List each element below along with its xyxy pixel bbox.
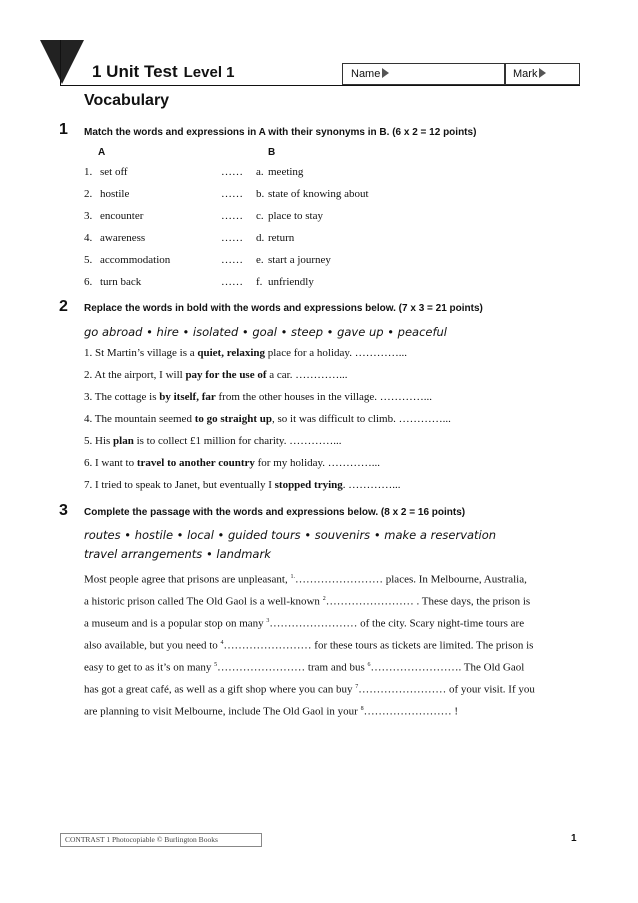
level-label: Level 1 xyxy=(183,64,235,81)
section-2-instruction: Replace the words in bold with the words and expressions below. (7 x 3 = 21 points) xyxy=(84,303,483,314)
sentence-row xyxy=(84,413,451,425)
option-text: start a journey xyxy=(268,254,331,266)
gap-number: 4 xyxy=(220,639,224,646)
passage-text: places. In Melbourne, Australia, xyxy=(383,573,527,586)
section-1-instruction: Match the words and expressions in A with their synonyms in B. (6 x 2 = 12 points) xyxy=(84,127,477,138)
gap-number: 3 xyxy=(266,617,270,624)
header-divider xyxy=(60,85,580,86)
sentence-text: is to collect £1 million for charity. …………... xyxy=(133,435,342,447)
answer-gap[interactable]: …… xyxy=(221,276,243,288)
passage-text: ! xyxy=(451,705,458,718)
sentence-row xyxy=(84,457,380,469)
option-letter: d. xyxy=(256,232,265,244)
sentence-text: from the other houses in the village. …………... xyxy=(215,391,433,403)
option-text: state of knowing about xyxy=(268,188,369,200)
gap-number: 5 xyxy=(214,661,218,668)
sentence-row xyxy=(84,391,432,403)
gap-number: 8 xyxy=(360,705,364,712)
answer-gap[interactable]: …………………… xyxy=(223,639,312,652)
answer-gap[interactable]: …… xyxy=(221,210,243,222)
mark-field[interactable] xyxy=(504,63,580,85)
passage-text: . The Old Gaol xyxy=(458,661,525,674)
item-word: hostile xyxy=(100,188,130,200)
item-word: accommodation xyxy=(100,254,171,266)
answer-gap[interactable]: …… xyxy=(221,254,243,266)
bold-phrase: plan xyxy=(113,435,134,447)
passage-text: also available, but you need to xyxy=(84,639,221,652)
gap-number: 7 xyxy=(355,683,359,690)
item-number: 1. xyxy=(84,166,93,178)
arrow-right-icon xyxy=(382,68,389,78)
header-divider-vertical xyxy=(60,40,61,85)
mark-label: Mark xyxy=(513,68,538,80)
arrow-right-icon xyxy=(539,68,546,78)
passage-text: a historic prison called The Old Gaol is a well-known xyxy=(84,595,323,608)
section-2-number: 2 xyxy=(59,298,68,315)
passage-text: Most people agree that prisons are unpleasant, xyxy=(84,573,291,586)
sentence-text: 2. At the airport, I will xyxy=(84,369,186,381)
word-bank-3-line-1: routes • hostile • local • guided tours • souvenirs • make a reservation xyxy=(84,528,497,542)
section-1-number: 1 xyxy=(59,121,68,138)
passage-line xyxy=(84,634,584,656)
item-word: set off xyxy=(100,166,128,178)
sentence-text: 5. His xyxy=(84,435,114,447)
sentence-text: for my holiday. …………... xyxy=(254,457,381,469)
option-letter: f. xyxy=(256,276,263,288)
corner-triangle-icon xyxy=(40,40,84,84)
answer-gap[interactable]: …… xyxy=(221,232,243,244)
passage-text: are planning to visit Melbourne, include The Old Gaol in your xyxy=(84,705,361,718)
sentence-row xyxy=(84,435,341,447)
unit-title xyxy=(92,62,235,82)
name-field[interactable] xyxy=(342,63,506,85)
option-text: place to stay xyxy=(268,210,323,222)
passage-text: for these tours as tickets are limited. The prison is xyxy=(311,639,534,652)
sentence-text: 1. St Martin’s village is a xyxy=(84,347,198,359)
sentence-text: 4. The mountain seemed xyxy=(84,413,195,425)
answer-gap[interactable]: …………………… xyxy=(363,705,452,718)
passage xyxy=(84,568,584,722)
option-text: meeting xyxy=(268,166,304,178)
section-3-instruction: Complete the passage with the words and expressions below. (8 x 2 = 16 points) xyxy=(84,507,466,518)
section-3-number: 3 xyxy=(59,502,68,519)
answer-gap[interactable]: …… xyxy=(221,188,243,200)
option-text: unfriendly xyxy=(268,276,314,288)
sentence-text: . …………... xyxy=(342,479,401,491)
name-label: Name xyxy=(351,68,381,80)
answer-gap[interactable]: …… xyxy=(221,166,243,178)
option-letter: a. xyxy=(256,166,264,178)
answer-gap[interactable]: …………………… xyxy=(325,595,414,608)
footer-text: CONTRAST 1 Photocopiable © Burlington Books xyxy=(65,835,218,844)
bold-phrase: quiet, relaxing xyxy=(197,347,265,359)
option-letter: b. xyxy=(256,188,265,200)
passage-text: of the city. Scary night-time tours are xyxy=(357,617,525,630)
footer-credit xyxy=(60,833,262,847)
column-a-header: A xyxy=(98,147,106,158)
passage-line xyxy=(84,568,584,590)
sentence-text: place for a holiday. …………... xyxy=(265,347,407,359)
bold-phrase: stopped trying xyxy=(274,479,343,491)
item-number: 5. xyxy=(84,254,93,266)
gap-number: 2 xyxy=(322,595,326,602)
answer-gap[interactable]: …………………… xyxy=(358,683,447,696)
passage-line xyxy=(84,678,584,700)
unit-label: 1 Unit Test xyxy=(92,62,178,81)
answer-gap[interactable]: …………………… xyxy=(269,617,358,630)
passage-line xyxy=(84,612,584,634)
sentence-text: 3. The cottage is xyxy=(84,391,160,403)
bold-phrase: pay for the use of xyxy=(185,369,267,381)
item-number: 6. xyxy=(84,276,93,288)
answer-gap[interactable]: …………………… xyxy=(217,661,306,674)
passage-text: tram and bus xyxy=(305,661,368,674)
passage-text: has got a great café, as well as a gift shop where you can buy xyxy=(84,683,356,696)
item-word: turn back xyxy=(100,276,142,288)
gap-number: 1. xyxy=(290,574,295,580)
gap-number: 6 xyxy=(367,661,371,668)
passage-text: easy to get to as it’s on many xyxy=(84,661,215,674)
answer-gap[interactable]: …………………… xyxy=(370,661,459,674)
sentence-text: 6. I want to xyxy=(84,457,137,469)
item-number: 2. xyxy=(84,188,93,200)
word-bank-3-line-2: travel arrangements • landmark xyxy=(84,547,271,561)
option-letter: c. xyxy=(256,210,264,222)
passage-text: . These days, the prison is xyxy=(413,595,531,608)
page-number: 1 xyxy=(571,833,577,844)
sentence-text: a car. …………... xyxy=(266,369,348,381)
passage-text: a museum and is a popular stop on many xyxy=(84,617,267,630)
sentence-row xyxy=(84,479,401,491)
column-b-header: B xyxy=(268,147,276,158)
bold-phrase: by itself, far xyxy=(159,391,216,403)
bold-phrase: to go straight up xyxy=(194,413,272,425)
item-number: 4. xyxy=(84,232,93,244)
passage-line xyxy=(84,700,584,722)
item-word: awareness xyxy=(100,232,146,244)
sentence-row xyxy=(84,347,407,359)
sentence-text: 7. I tried to speak to Janet, but eventually I xyxy=(84,479,275,491)
passage-text: of your visit. If you xyxy=(446,683,535,696)
passage-line xyxy=(84,590,584,612)
bold-phrase: travel to another country xyxy=(136,457,255,469)
option-letter: e. xyxy=(256,254,264,266)
answer-gap[interactable]: …………………… xyxy=(295,573,383,586)
sentence-text: , so it was difficult to climb. …………... xyxy=(272,413,451,425)
item-number: 3. xyxy=(84,210,93,222)
passage-line xyxy=(84,656,584,678)
word-bank-2: go abroad • hire • isolated • goal • steep • gave up • peaceful xyxy=(84,325,448,339)
item-word: encounter xyxy=(100,210,144,222)
option-text: return xyxy=(268,232,295,244)
sentence-row xyxy=(84,369,347,381)
section-heading: Vocabulary xyxy=(84,92,170,109)
